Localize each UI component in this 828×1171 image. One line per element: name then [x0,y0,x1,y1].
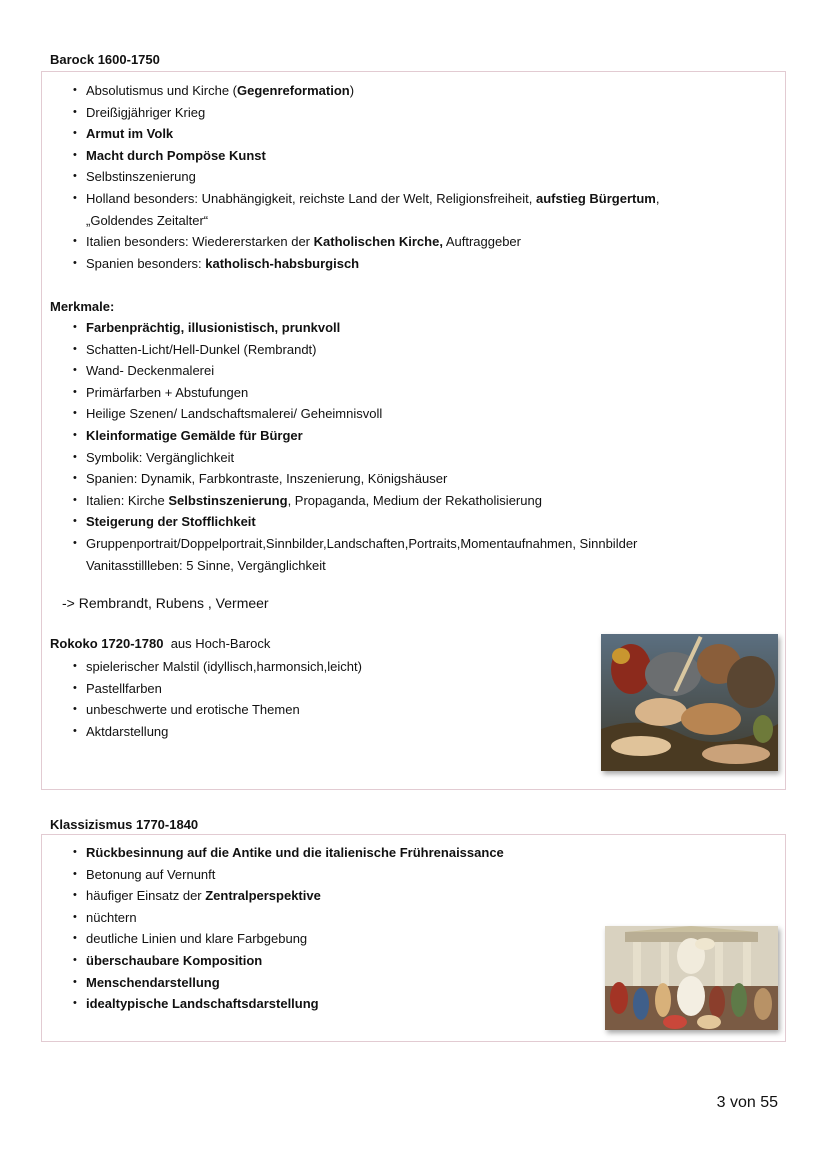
list-item-text: katholisch-habsburgisch [205,255,360,271]
list-item [73,317,637,339]
list-item [73,123,660,145]
list-item [73,468,637,490]
heading-klassizismus: Klassizismus 1770-1840 [50,817,199,832]
list-item-text: Menschendarstellung [86,974,220,990]
list-item-text: Heilige Szenen/ Landschaftsmalerei/ Geheimnisvoll [86,406,383,422]
list-item-text: Armut im Volk [86,126,174,142]
list-item [73,360,637,382]
rokoko-subtitle: aus Hoch-Barock [170,636,271,651]
list-item [73,972,504,994]
painting-apotheosis-image [605,926,778,1030]
list-item-text: unbeschwerte und erotische Themen [86,702,300,718]
list-item-text: , Propaganda, Medium der Rekatholisierung [287,492,542,508]
list-item-text: idealtypische Landschaftsdarstellung [86,996,319,1012]
list-item-text: Wand- Deckenmalerei [86,363,215,379]
list-item-text: Vanitasstillleben: 5 Sinne, Vergänglichkeit [86,557,326,573]
list-item [73,145,660,167]
list-item-text: Selbstinszenierung [168,492,288,508]
list-item [73,928,504,950]
list-barock [73,80,660,274]
heading-barock: Barock 1600-1750 [50,52,160,67]
list-item [73,842,504,864]
list-item-text: Kleinformatige Gemälde für Bürger [86,427,303,443]
list-item-text: nüchtern [86,909,137,925]
list-merkmale [73,317,637,576]
list-item-text: Dreißigjähriger Krieg [86,104,206,120]
list-item-text: häufiger Einsatz der [86,888,206,904]
list-item-text: „Goldendes Zeitalter“ [86,212,209,228]
list-item-text: Holland besonders: Unabhängigkeit, reichste Land der Welt, Religionsfreiheit, [86,190,536,206]
list-item [73,490,637,512]
list-item [73,993,504,1015]
list-item-text: Betonung auf Vernunft [86,866,216,882]
painting-baroque-hunt-image [601,634,778,771]
list-item [73,80,660,102]
list-item-text: Schatten-Licht/Hell-Dunkel (Rembrandt) [86,341,317,357]
list-item-text: Aktdarstellung [86,723,169,739]
list-item-text: überschaubare Komposition [86,952,263,968]
list-item [73,533,637,576]
list-item-text: aufstieg Bürgertum [535,190,656,206]
list-item [73,885,504,907]
list-item [73,678,362,700]
list-item [73,382,637,404]
painting-baroque-hunt [601,634,778,771]
list-item [73,425,637,447]
list-item-text: Farbenprächtig, illusionistisch, prunkvoll [86,320,341,335]
list-item [73,102,660,124]
list-item-text: Auftraggeber [442,234,521,250]
list-item [73,403,637,425]
list-item-text: Spanien besonders: [86,255,206,271]
rokoko-title: Rokoko 1720-1780 [50,636,164,651]
list-item-text: ) [349,83,355,98]
list-item [73,188,660,231]
heading-merkmale: Merkmale: [50,299,115,314]
list-item-text: Steigerung der Stofflichkeit [86,514,256,530]
list-item-text: Selbstinszenierung [86,169,196,185]
list-item [73,907,504,929]
heading-rokoko [50,636,270,651]
list-item-text: , [655,190,660,206]
list-klassizismus [73,842,504,1015]
list-item-text: Italien besonders: Wiedererstarken der [86,234,314,250]
list-item [73,231,660,253]
list-item [73,721,362,743]
list-item-text: Rückbesinnung auf die Antike und die italienische Frührenaissance [86,845,504,860]
list-item-text: Zentralperspektive [205,888,321,904]
list-item-text: Spanien: Dynamik, Farbkontraste, Inszenierung, Königshäuser [86,471,448,487]
list-item-text: Pastellfarben [86,680,162,696]
list-item [73,656,362,678]
list-item-text: Absolutismus und Kirche ( [86,83,238,98]
list-item [73,511,637,533]
artists-line: -> Rembrandt, Rubens , Vermeer [62,595,269,611]
list-item-text: spielerischer Malstil (idyllisch,harmonsich,leicht) [86,659,362,674]
list-item-text: Symbolik: Vergänglichkeit [86,449,235,465]
list-item [73,699,362,721]
list-item [73,447,637,469]
list-item-text: Gegenreformation [237,83,350,98]
list-item-text: Macht durch Pompöse Kunst [86,147,266,163]
list-item [73,864,504,886]
painting-apotheosis [605,926,778,1030]
list-item-text: Italien: Kirche [86,492,169,508]
list-item [73,166,660,188]
list-item-text: Katholischen Kirche, [313,234,443,250]
list-item-text: deutliche Linien und klare Farbgebung [86,931,308,947]
list-item [73,253,660,275]
list-item [73,339,637,361]
page-number: 3 von 55 [716,1094,778,1111]
list-item-text: Gruppenportrait/Doppelportrait,Sinnbilder,Landschaften,Portraits,Momentaufnahmen, Sinnbilder [86,535,638,551]
list-item-text: Primärfarben + Abstufungen [86,384,249,400]
list-item [73,950,504,972]
list-rokoko [73,656,362,742]
